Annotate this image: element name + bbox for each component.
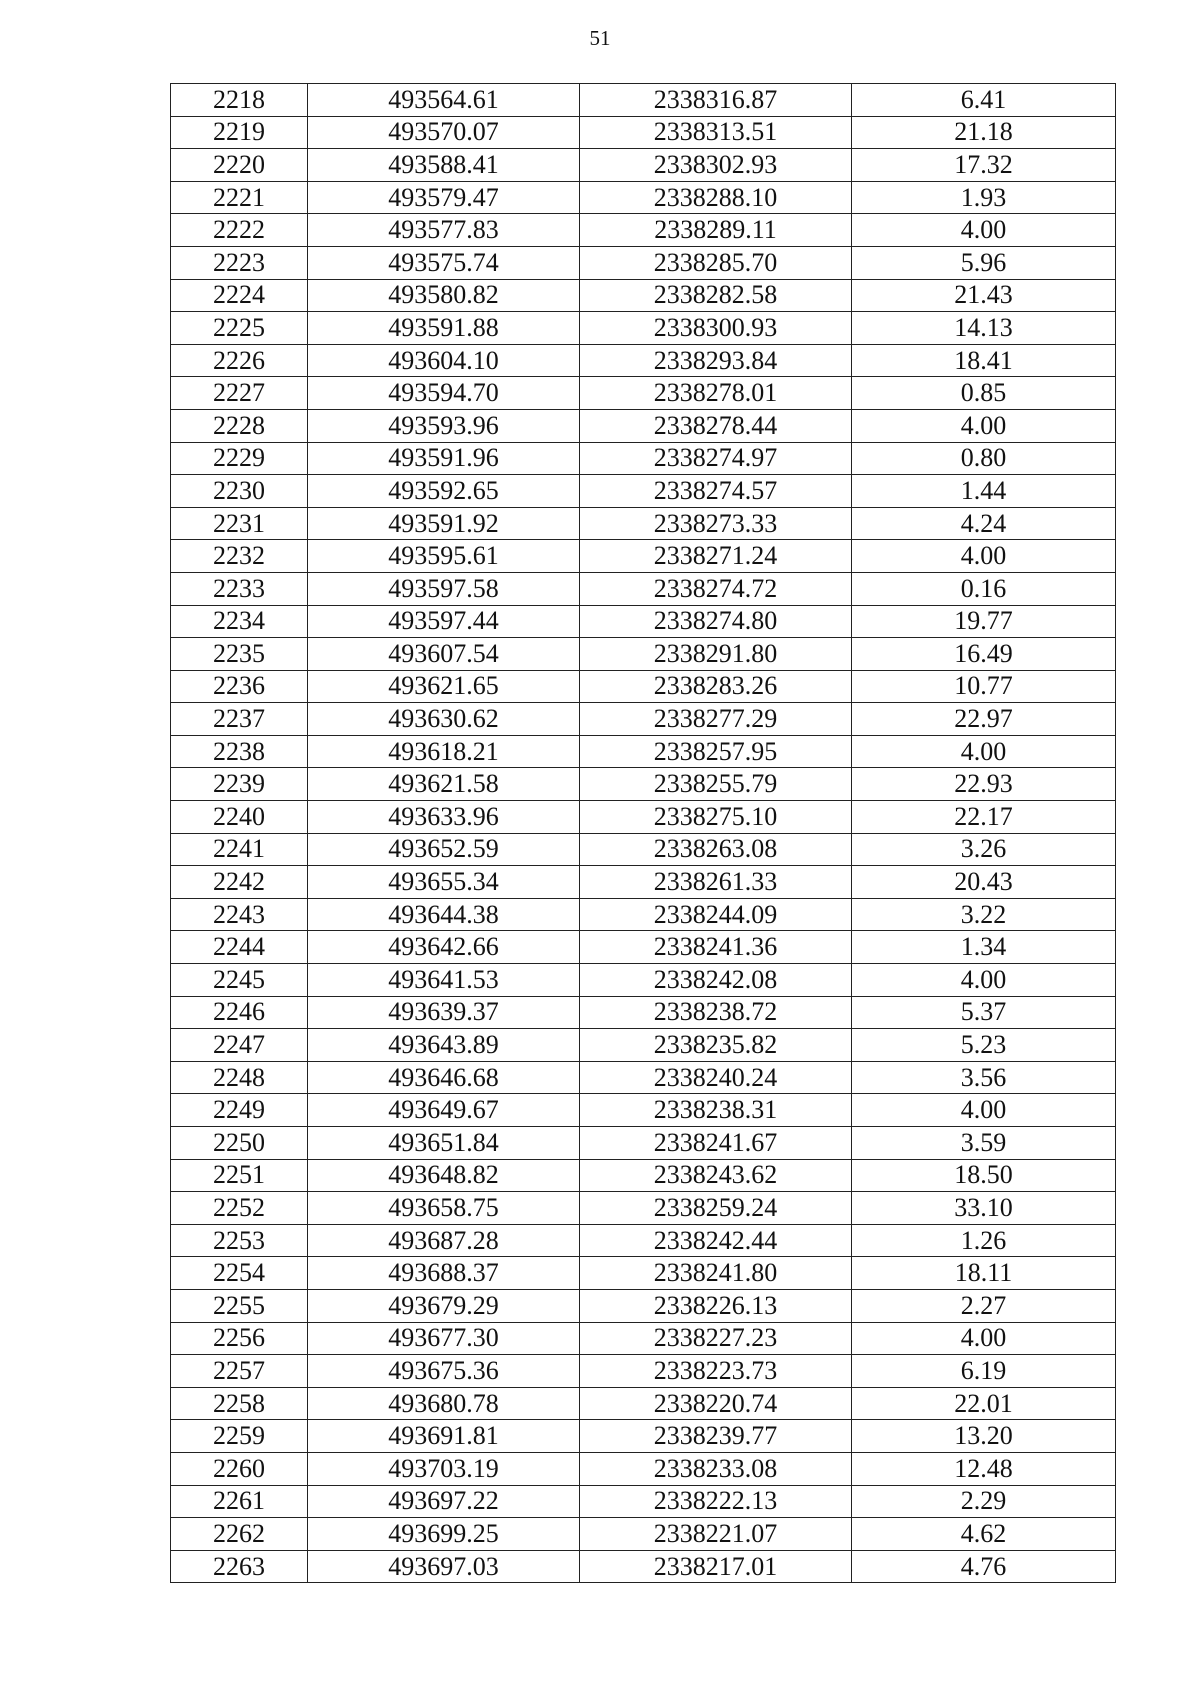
x-coordinate-cell: 493675.36 (308, 1355, 580, 1388)
point-number-cell: 2263 (171, 1550, 308, 1583)
y-coordinate-cell: 2338242.08 (580, 964, 852, 997)
point-number-cell: 2256 (171, 1322, 308, 1355)
x-coordinate-cell: 493697.03 (308, 1550, 580, 1583)
x-coordinate-cell: 493621.65 (308, 670, 580, 703)
point-number-cell: 2235 (171, 638, 308, 671)
point-number-cell: 2233 (171, 572, 308, 605)
x-coordinate-cell: 493648.82 (308, 1159, 580, 1192)
y-coordinate-cell: 2338283.26 (580, 670, 852, 703)
point-number-cell: 2230 (171, 475, 308, 508)
point-number-cell: 2252 (171, 1192, 308, 1225)
y-coordinate-cell: 2338273.33 (580, 507, 852, 540)
y-coordinate-cell: 2338226.13 (580, 1289, 852, 1322)
table-row (171, 442, 1116, 475)
y-coordinate-cell: 2338313.51 (580, 116, 852, 149)
y-coordinate-cell: 2338316.87 (580, 84, 852, 117)
distance-cell: 4.00 (852, 214, 1116, 247)
y-coordinate-cell: 2338293.84 (580, 344, 852, 377)
y-coordinate-cell: 2338259.24 (580, 1192, 852, 1225)
y-coordinate-cell: 2338302.93 (580, 149, 852, 182)
y-coordinate-cell: 2338241.67 (580, 1127, 852, 1160)
y-coordinate-cell: 2338274.72 (580, 572, 852, 605)
table-row (171, 149, 1116, 182)
table-row (171, 116, 1116, 149)
point-number-cell: 2253 (171, 1224, 308, 1257)
y-coordinate-cell: 2338278.44 (580, 409, 852, 442)
table-row (171, 84, 1116, 117)
distance-cell: 1.93 (852, 181, 1116, 214)
distance-cell: 5.37 (852, 996, 1116, 1029)
table-row (171, 246, 1116, 279)
point-number-cell: 2251 (171, 1159, 308, 1192)
x-coordinate-cell: 493597.44 (308, 605, 580, 638)
distance-cell: 0.85 (852, 377, 1116, 410)
point-number-cell: 2259 (171, 1420, 308, 1453)
distance-cell: 4.00 (852, 1094, 1116, 1127)
distance-cell: 3.22 (852, 898, 1116, 931)
distance-cell: 18.11 (852, 1257, 1116, 1290)
x-coordinate-cell: 493633.96 (308, 801, 580, 834)
y-coordinate-cell: 2338274.57 (580, 475, 852, 508)
table-row (171, 1322, 1116, 1355)
x-coordinate-cell: 493641.53 (308, 964, 580, 997)
x-coordinate-cell: 493655.34 (308, 866, 580, 899)
distance-cell: 17.32 (852, 149, 1116, 182)
x-coordinate-cell: 493564.61 (308, 84, 580, 117)
x-coordinate-cell: 493575.74 (308, 246, 580, 279)
y-coordinate-cell: 2338221.07 (580, 1518, 852, 1551)
distance-cell: 22.17 (852, 801, 1116, 834)
point-number-cell: 2226 (171, 344, 308, 377)
table-row (171, 703, 1116, 736)
table-row (171, 1224, 1116, 1257)
x-coordinate-cell: 493570.07 (308, 116, 580, 149)
distance-cell: 18.50 (852, 1159, 1116, 1192)
distance-cell: 4.62 (852, 1518, 1116, 1551)
x-coordinate-cell: 493658.75 (308, 1192, 580, 1225)
x-coordinate-cell: 493651.84 (308, 1127, 580, 1160)
point-number-cell: 2231 (171, 507, 308, 540)
point-number-cell: 2219 (171, 116, 308, 149)
y-coordinate-cell: 2338285.70 (580, 246, 852, 279)
table-row (171, 1159, 1116, 1192)
table-row (171, 1452, 1116, 1485)
table-row (171, 735, 1116, 768)
table-row (171, 768, 1116, 801)
x-coordinate-cell: 493677.30 (308, 1322, 580, 1355)
x-coordinate-cell: 493679.29 (308, 1289, 580, 1322)
point-number-cell: 2218 (171, 84, 308, 117)
table-row (171, 475, 1116, 508)
distance-cell: 4.00 (852, 735, 1116, 768)
y-coordinate-cell: 2338223.73 (580, 1355, 852, 1388)
y-coordinate-cell: 2338243.62 (580, 1159, 852, 1192)
point-number-cell: 2257 (171, 1355, 308, 1388)
table-row (171, 1094, 1116, 1127)
table-row (171, 866, 1116, 899)
distance-cell: 33.10 (852, 1192, 1116, 1225)
table-row (171, 638, 1116, 671)
distance-cell: 20.43 (852, 866, 1116, 899)
table-row (171, 801, 1116, 834)
y-coordinate-cell: 2338288.10 (580, 181, 852, 214)
table-row (171, 1518, 1116, 1551)
x-coordinate-cell: 493591.92 (308, 507, 580, 540)
table-row (171, 572, 1116, 605)
y-coordinate-cell: 2338217.01 (580, 1550, 852, 1583)
table-row (171, 670, 1116, 703)
x-coordinate-cell: 493646.68 (308, 1061, 580, 1094)
point-number-cell: 2228 (171, 409, 308, 442)
table-row (171, 279, 1116, 312)
x-coordinate-cell: 493630.62 (308, 703, 580, 736)
x-coordinate-cell: 493579.47 (308, 181, 580, 214)
x-coordinate-cell: 493644.38 (308, 898, 580, 931)
distance-cell: 3.56 (852, 1061, 1116, 1094)
point-number-cell: 2221 (171, 181, 308, 214)
point-number-cell: 2244 (171, 931, 308, 964)
x-coordinate-cell: 493594.70 (308, 377, 580, 410)
distance-cell: 1.34 (852, 931, 1116, 964)
table-row (171, 214, 1116, 247)
x-coordinate-cell: 493680.78 (308, 1387, 580, 1420)
table-row (171, 1127, 1116, 1160)
x-coordinate-cell: 493591.96 (308, 442, 580, 475)
table-row (171, 409, 1116, 442)
x-coordinate-cell: 493697.22 (308, 1485, 580, 1518)
table-row (171, 507, 1116, 540)
y-coordinate-cell: 2338227.23 (580, 1322, 852, 1355)
y-coordinate-cell: 2338274.80 (580, 605, 852, 638)
x-coordinate-cell: 493649.67 (308, 1094, 580, 1127)
y-coordinate-cell: 2338274.97 (580, 442, 852, 475)
distance-cell: 22.97 (852, 703, 1116, 736)
point-number-cell: 2254 (171, 1257, 308, 1290)
table-row (171, 1355, 1116, 1388)
x-coordinate-cell: 493621.58 (308, 768, 580, 801)
x-coordinate-cell: 493597.58 (308, 572, 580, 605)
y-coordinate-cell: 2338275.10 (580, 801, 852, 834)
point-number-cell: 2240 (171, 801, 308, 834)
point-number-cell: 2241 (171, 833, 308, 866)
point-number-cell: 2262 (171, 1518, 308, 1551)
x-coordinate-cell: 493604.10 (308, 344, 580, 377)
y-coordinate-cell: 2338244.09 (580, 898, 852, 931)
page-number: 51 (589, 26, 611, 50)
y-coordinate-cell: 2338241.80 (580, 1257, 852, 1290)
distance-cell: 13.20 (852, 1420, 1116, 1453)
distance-cell: 12.48 (852, 1452, 1116, 1485)
distance-cell: 5.96 (852, 246, 1116, 279)
coordinate-table (170, 83, 1116, 1583)
point-number-cell: 2225 (171, 312, 308, 345)
point-number-cell: 2236 (171, 670, 308, 703)
x-coordinate-cell: 493643.89 (308, 1029, 580, 1062)
point-number-cell: 2255 (171, 1289, 308, 1322)
x-coordinate-cell: 493618.21 (308, 735, 580, 768)
table-row (171, 1485, 1116, 1518)
point-number-cell: 2248 (171, 1061, 308, 1094)
point-number-cell: 2237 (171, 703, 308, 736)
x-coordinate-cell: 493687.28 (308, 1224, 580, 1257)
point-number-cell: 2239 (171, 768, 308, 801)
x-coordinate-cell: 493691.81 (308, 1420, 580, 1453)
distance-cell: 1.44 (852, 475, 1116, 508)
distance-cell: 22.93 (852, 768, 1116, 801)
x-coordinate-cell: 493580.82 (308, 279, 580, 312)
y-coordinate-cell: 2338220.74 (580, 1387, 852, 1420)
point-number-cell: 2229 (171, 442, 308, 475)
x-coordinate-cell: 493642.66 (308, 931, 580, 964)
table-row (171, 964, 1116, 997)
y-coordinate-cell: 2338239.77 (580, 1420, 852, 1453)
point-number-cell: 2223 (171, 246, 308, 279)
point-number-cell: 2243 (171, 898, 308, 931)
distance-cell: 4.00 (852, 409, 1116, 442)
table-row (171, 833, 1116, 866)
y-coordinate-cell: 2338222.13 (580, 1485, 852, 1518)
table-row (171, 1550, 1116, 1583)
x-coordinate-cell: 493577.83 (308, 214, 580, 247)
y-coordinate-cell: 2338241.36 (580, 931, 852, 964)
table-row (171, 1061, 1116, 1094)
table-row (171, 996, 1116, 1029)
distance-cell: 5.23 (852, 1029, 1116, 1062)
y-coordinate-cell: 2338255.79 (580, 768, 852, 801)
distance-cell: 3.59 (852, 1127, 1116, 1160)
distance-cell: 18.41 (852, 344, 1116, 377)
distance-cell: 19.77 (852, 605, 1116, 638)
table-row (171, 931, 1116, 964)
point-number-cell: 2247 (171, 1029, 308, 1062)
point-number-cell: 2258 (171, 1387, 308, 1420)
point-number-cell: 2220 (171, 149, 308, 182)
y-coordinate-cell: 2338291.80 (580, 638, 852, 671)
table-row (171, 377, 1116, 410)
point-number-cell: 2227 (171, 377, 308, 410)
point-number-cell: 2232 (171, 540, 308, 573)
distance-cell: 6.19 (852, 1355, 1116, 1388)
y-coordinate-cell: 2338238.31 (580, 1094, 852, 1127)
x-coordinate-cell: 493703.19 (308, 1452, 580, 1485)
point-number-cell: 2222 (171, 214, 308, 247)
distance-cell: 14.13 (852, 312, 1116, 345)
y-coordinate-cell: 2338278.01 (580, 377, 852, 410)
table-row (171, 1192, 1116, 1225)
x-coordinate-cell: 493591.88 (308, 312, 580, 345)
y-coordinate-cell: 2338235.82 (580, 1029, 852, 1062)
y-coordinate-cell: 2338282.58 (580, 279, 852, 312)
distance-cell: 16.49 (852, 638, 1116, 671)
y-coordinate-cell: 2338289.11 (580, 214, 852, 247)
point-number-cell: 2234 (171, 605, 308, 638)
table-row (171, 312, 1116, 345)
table-row (171, 1257, 1116, 1290)
y-coordinate-cell: 2338277.29 (580, 703, 852, 736)
distance-cell: 4.76 (852, 1550, 1116, 1583)
table-row (171, 605, 1116, 638)
y-coordinate-cell: 2338263.08 (580, 833, 852, 866)
y-coordinate-cell: 2338271.24 (580, 540, 852, 573)
table-row (171, 344, 1116, 377)
distance-cell: 21.43 (852, 279, 1116, 312)
table-row (171, 540, 1116, 573)
y-coordinate-cell: 2338261.33 (580, 866, 852, 899)
distance-cell: 2.27 (852, 1289, 1116, 1322)
table-row (171, 181, 1116, 214)
point-number-cell: 2242 (171, 866, 308, 899)
coordinate-table-body (171, 84, 1116, 1583)
x-coordinate-cell: 493688.37 (308, 1257, 580, 1290)
distance-cell: 4.24 (852, 507, 1116, 540)
point-number-cell: 2224 (171, 279, 308, 312)
x-coordinate-cell: 493595.61 (308, 540, 580, 573)
x-coordinate-cell: 493699.25 (308, 1518, 580, 1551)
table-row (171, 898, 1116, 931)
x-coordinate-cell: 493639.37 (308, 996, 580, 1029)
table-row (171, 1387, 1116, 1420)
point-number-cell: 2245 (171, 964, 308, 997)
distance-cell: 1.26 (852, 1224, 1116, 1257)
point-number-cell: 2261 (171, 1485, 308, 1518)
point-number-cell: 2238 (171, 735, 308, 768)
table-row (171, 1420, 1116, 1453)
table-row (171, 1289, 1116, 1322)
point-number-cell: 2250 (171, 1127, 308, 1160)
y-coordinate-cell: 2338233.08 (580, 1452, 852, 1485)
x-coordinate-cell: 493607.54 (308, 638, 580, 671)
distance-cell: 2.29 (852, 1485, 1116, 1518)
distance-cell: 10.77 (852, 670, 1116, 703)
distance-cell: 4.00 (852, 964, 1116, 997)
distance-cell: 0.80 (852, 442, 1116, 475)
distance-cell: 4.00 (852, 540, 1116, 573)
point-number-cell: 2246 (171, 996, 308, 1029)
distance-cell: 21.18 (852, 116, 1116, 149)
y-coordinate-cell: 2338242.44 (580, 1224, 852, 1257)
distance-cell: 4.00 (852, 1322, 1116, 1355)
distance-cell: 6.41 (852, 84, 1116, 117)
distance-cell: 0.16 (852, 572, 1116, 605)
distance-cell: 3.26 (852, 833, 1116, 866)
point-number-cell: 2260 (171, 1452, 308, 1485)
x-coordinate-cell: 493588.41 (308, 149, 580, 182)
y-coordinate-cell: 2338300.93 (580, 312, 852, 345)
x-coordinate-cell: 493592.65 (308, 475, 580, 508)
y-coordinate-cell: 2338257.95 (580, 735, 852, 768)
point-number-cell: 2249 (171, 1094, 308, 1127)
distance-cell: 22.01 (852, 1387, 1116, 1420)
table-row (171, 1029, 1116, 1062)
x-coordinate-cell: 493593.96 (308, 409, 580, 442)
x-coordinate-cell: 493652.59 (308, 833, 580, 866)
y-coordinate-cell: 2338238.72 (580, 996, 852, 1029)
y-coordinate-cell: 2338240.24 (580, 1061, 852, 1094)
